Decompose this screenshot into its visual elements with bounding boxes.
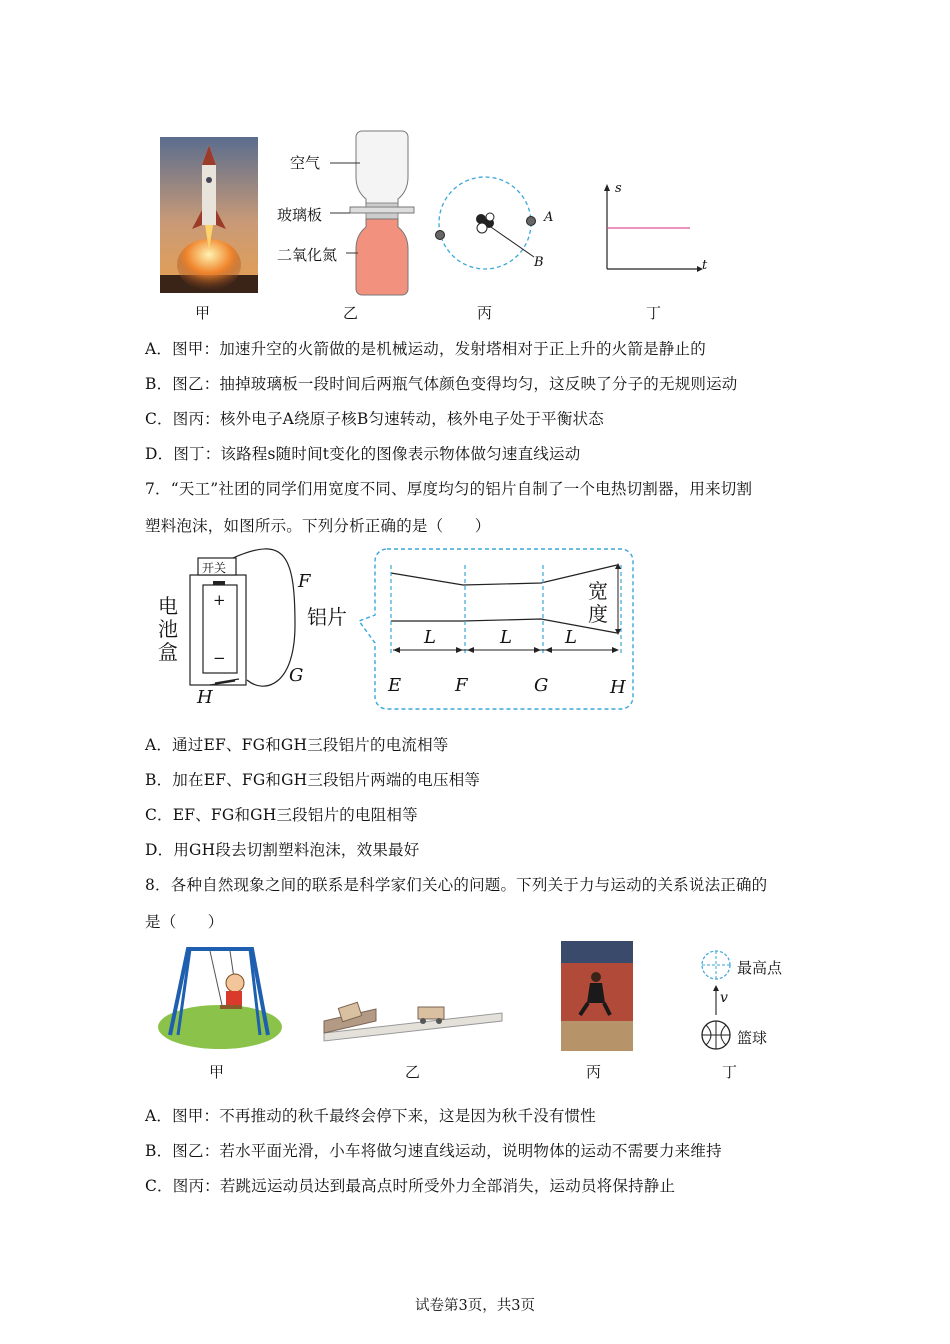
q8-option-c: C．图丙：若跳远运动员达到最高点时所受外力全部消失，运动员将保持静止 bbox=[145, 1177, 676, 1195]
graph-axis-s: s bbox=[615, 181, 622, 196]
fig6-caption-4: 丁 bbox=[646, 304, 662, 322]
gas-bottles bbox=[330, 131, 414, 295]
fig8-caption-4: 丁 bbox=[722, 1063, 738, 1081]
figure-q8 bbox=[150, 935, 810, 1085]
q7-stem-line2: 塑料泡沫，如图所示。下列分析正确的是（ ） bbox=[145, 517, 491, 535]
atom-diagram bbox=[436, 177, 536, 269]
top-point-label: 最高点 bbox=[737, 959, 783, 977]
fig6-caption-1: 甲 bbox=[195, 304, 211, 322]
q7-option-a: A．通过EF、FG和GH三段铝片的电流相等 bbox=[145, 736, 449, 754]
bottle-label-air: 空气 bbox=[290, 154, 321, 172]
q7-stem-line1: 7．“天工”社团的同学们用宽度不同、厚度均匀的铝片自制了一个电热切割器，用来切割 bbox=[145, 480, 753, 498]
battery-box-label: 电池盒 bbox=[158, 594, 178, 664]
q8-stem-line2: 是（ ） bbox=[145, 913, 224, 931]
q7-option-d: D．用GH段去切割塑料泡沫，效果最好 bbox=[145, 841, 420, 859]
bottle-label-glass: 玻璃板 bbox=[277, 206, 323, 224]
point-g-label: G bbox=[289, 665, 304, 686]
long-jump-image bbox=[561, 941, 633, 1051]
q7-option-b: B．加在EF、FG和GH三段铝片两端的电压相等 bbox=[145, 771, 481, 789]
page-footer: 试卷第3页，共3页 bbox=[415, 1298, 535, 1314]
atom-label-a: A bbox=[544, 210, 554, 225]
q6-option-d: D．图丁：该路程s随时间t变化的图像表示物体做匀速直线运动 bbox=[145, 445, 581, 463]
fig8-caption-3: 丙 bbox=[586, 1063, 602, 1081]
figure-q6-drawing bbox=[150, 125, 770, 325]
basketball-label: 篮球 bbox=[737, 1029, 768, 1047]
width-label: 宽度 bbox=[588, 579, 608, 626]
q6-option-a: A．图甲：加速升空的火箭做的是机械运动，发射塔相对于正上升的火箭是静止的 bbox=[145, 340, 706, 358]
q6-option-c: C．图丙：核外电子A绕原子核B匀速转动，核外电子处于平衡状态 bbox=[145, 410, 604, 428]
atom-label-b: B bbox=[534, 255, 544, 270]
q6-option-b: B．图乙：抽掉玻璃板一段时间后两瓶气体颜色变得均匀，这反映了分子的无规则运动 bbox=[145, 375, 738, 393]
fig8-caption-2: 乙 bbox=[405, 1063, 421, 1081]
point-f-label: F bbox=[298, 571, 311, 592]
battery-plus: + bbox=[213, 591, 226, 609]
segment-l-1: L bbox=[424, 627, 436, 648]
fig6-caption-2: 乙 bbox=[343, 304, 359, 322]
swing-image bbox=[158, 949, 282, 1049]
point-e-bottom: E bbox=[388, 675, 402, 696]
battery-minus: − bbox=[213, 649, 226, 667]
ramp-cart-image bbox=[324, 1002, 502, 1041]
graph-axis-t: t bbox=[702, 258, 708, 273]
figure-q7 bbox=[155, 545, 645, 715]
point-h-label: H bbox=[197, 687, 213, 708]
rocket-image bbox=[160, 137, 258, 293]
q8-stem-line1: 8．各种自然现象之间的联系是科学家们关心的问题。下列关于力与运动的关系说法正确的 bbox=[145, 876, 768, 894]
velocity-label: v bbox=[720, 990, 728, 1006]
fig6-caption-3: 丙 bbox=[477, 304, 493, 322]
aluminum-label: 铝片 bbox=[307, 605, 347, 629]
point-h-bottom: H bbox=[610, 677, 626, 698]
fig8-caption-1: 甲 bbox=[209, 1063, 225, 1081]
q8-option-b: B．图乙：若水平面光滑，小车将做匀速直线运动，说明物体的运动不需要力来维持 bbox=[145, 1142, 722, 1160]
q8-option-a: A．图甲：不再推动的秋千最终会停下来，这是因为秋千没有惯性 bbox=[145, 1107, 596, 1125]
point-f-bottom: F bbox=[455, 675, 468, 696]
segment-l-2: L bbox=[500, 627, 512, 648]
point-g-bottom: G bbox=[534, 675, 549, 696]
s-t-graph bbox=[604, 184, 703, 272]
q7-option-c: C．EF、FG和GH三段铝片的电阻相等 bbox=[145, 806, 418, 824]
segment-l-3: L bbox=[565, 627, 577, 648]
figure-q8-drawing bbox=[150, 935, 810, 1085]
bottle-label-no2: 二氧化氮 bbox=[277, 246, 338, 264]
figure-q6 bbox=[150, 125, 770, 325]
switch-label: 开关 bbox=[202, 561, 227, 575]
